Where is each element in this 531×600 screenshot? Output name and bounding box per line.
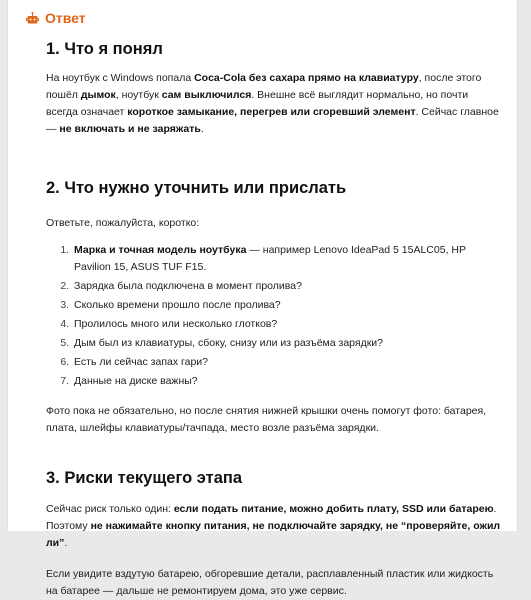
question-item: 4. Пролилось много или несколько глотков?: [72, 316, 501, 333]
section-title-risks: 3. Риски текущего этапа: [46, 469, 243, 487]
summary-paragraph: На ноутбук с Windows попала Coca-Cola без сахара прямо на клавиатуру, после этого пошёл дымок, ноутбук сам выключился. Внешне всё выглядит нормально, но почти всегда означает короткое замыкание, перегрев или сгоревший элемент. Сейчас главное — не включать и не заряжать.: [46, 72, 499, 135]
question-item: 6. Есть ли сейчас запах гари?: [72, 354, 501, 371]
questions-list: [46, 242, 501, 390]
risk-paragraph: Сейчас риск только один: если подать питание, можно добить плату, SSD или батарею. Поэтому не нажимайте кнопку питания, не подключайте зарядку, не “проверяйте, ожил ли”.: [46, 503, 501, 549]
section-title-understood: 1. Что я понял: [46, 40, 163, 58]
question-item: 5. Дым был из клавиатуры, сбоку, снизу или из разъёма зарядки?: [72, 335, 501, 352]
answer-content: [46, 38, 501, 600]
section-title-clarify: 2. Что нужно уточнить или прислать: [46, 179, 347, 197]
service-paragraph: Если увидите вздутую батарею, обгоревшие детали, расплавленный пластик или жидкость на батарее — дальше не ремонтируем дома, это уже сервис.: [46, 568, 494, 597]
chat-message-card: [7, 0, 518, 597]
question-item: 7. Данные на диске важны?: [72, 373, 501, 390]
questions-lead: Ответьте, пожалуйста, коротко:: [46, 217, 200, 229]
question-item: 1. Марка и точная модель ноутбука — например Lenovo IdeaPad 5 15ALC05, HP Pavilion 15, ASUS TUF F15.: [72, 242, 501, 276]
question-item: 3. Сколько времени прошло после пролива?: [72, 297, 501, 314]
answer-label: Ответ: [45, 10, 86, 26]
photo-note: Фото пока не обязательно, но после снятия нижней крышки очень помогут фото: батарея, плата, шлейфы клавиатуры/тачпада, место возле разъёма зарядки.: [46, 405, 487, 434]
answer-header: [26, 10, 86, 26]
question-item: 2. Зарядка была подключена в момент пролива?: [72, 278, 501, 295]
bot-icon: [26, 12, 39, 25]
